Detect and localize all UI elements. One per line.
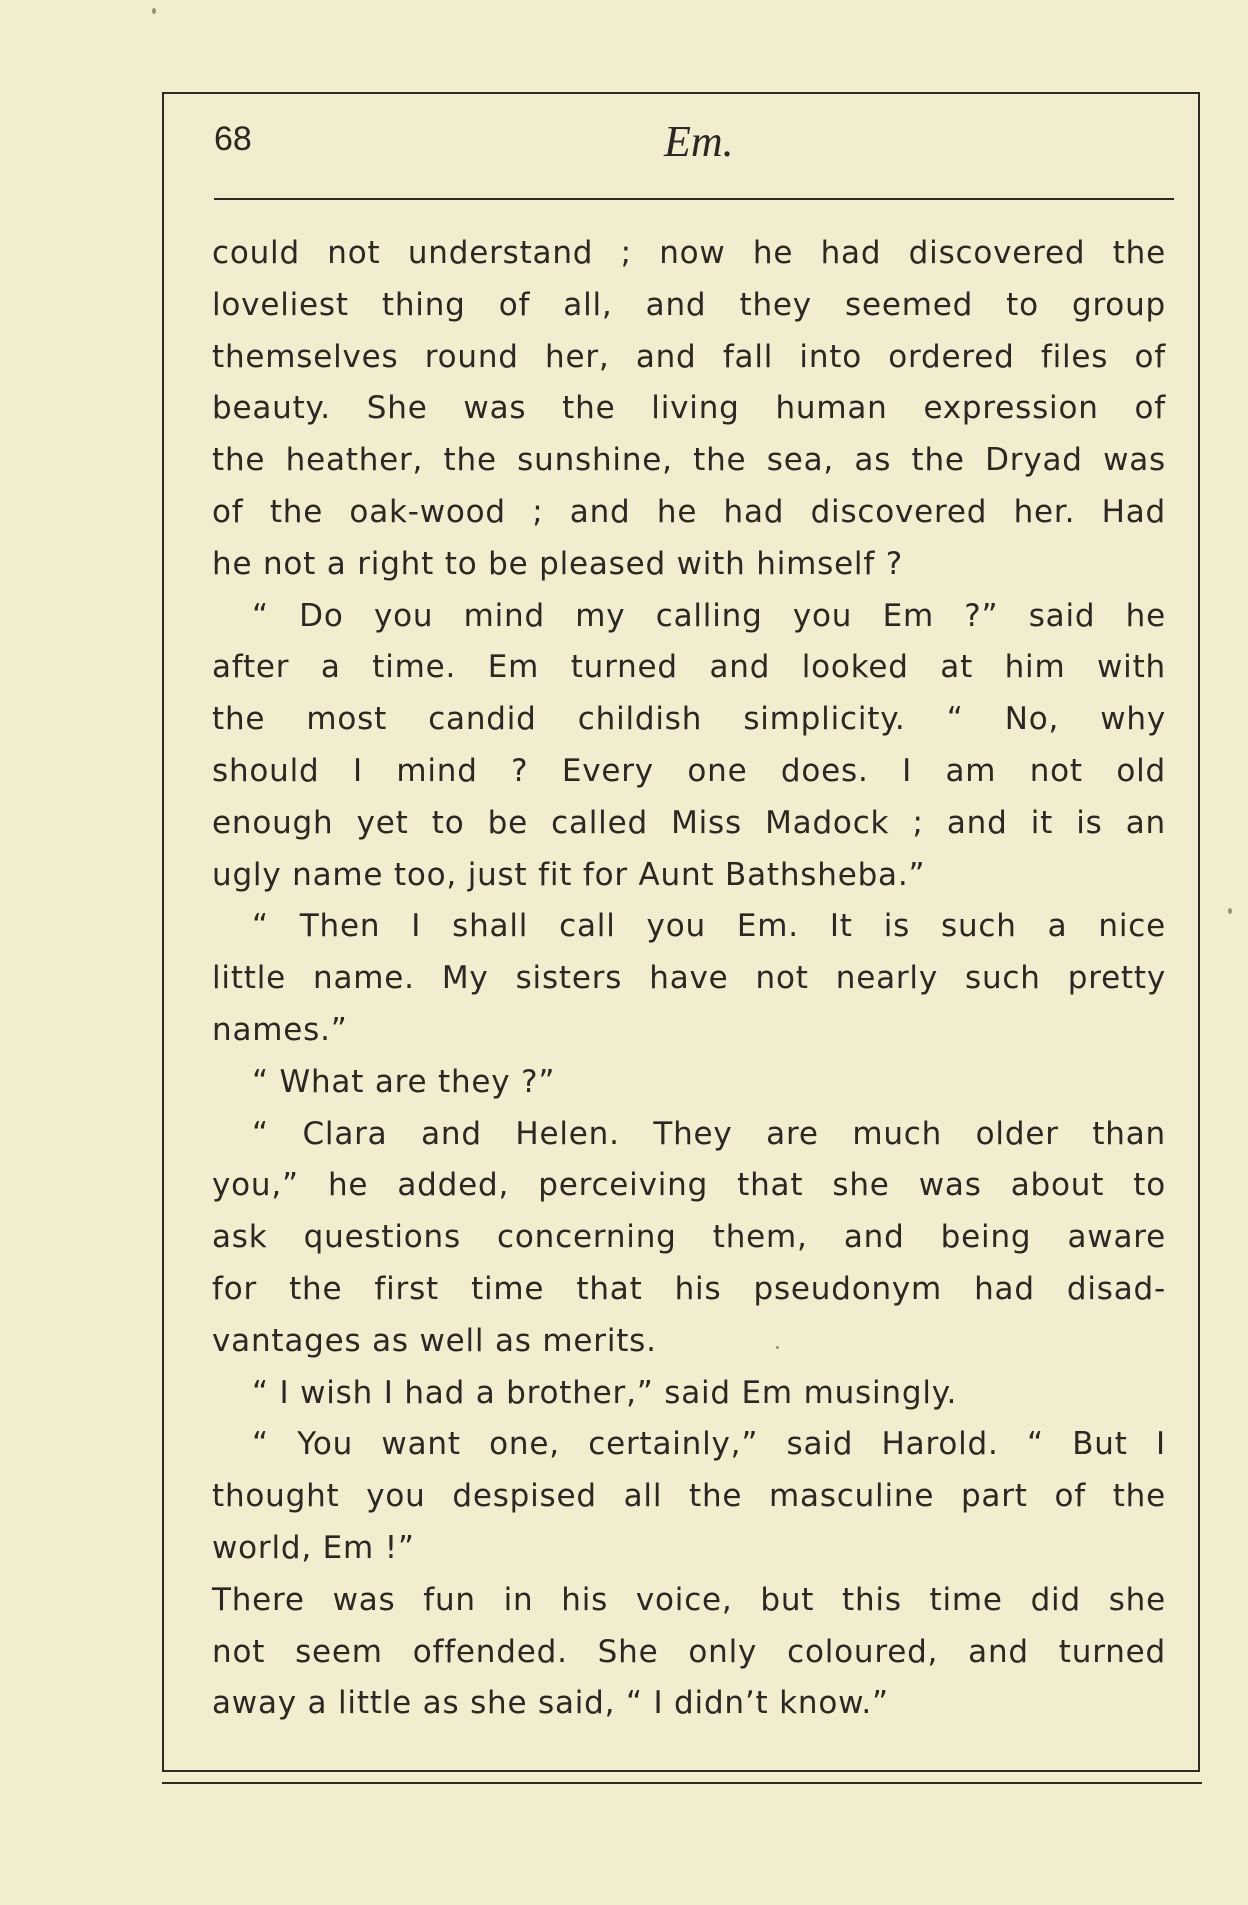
text-line: “ Then I shall call you Em. It is such a nice (252, 908, 1166, 945)
text-line: world, Em !” (212, 1529, 415, 1566)
text-line: little name. My sisters have not nearly such pretty (212, 960, 1166, 997)
paper-speck (1228, 908, 1232, 914)
paper-speck (152, 8, 156, 14)
text-line: could not understand ; now he had discovered the (212, 235, 1166, 271)
text-line: “ Do you mind my calling you Em ?” said he (252, 597, 1166, 634)
page-border (162, 92, 1200, 1772)
text-line: enough yet to be called Miss Madock ; and it is an (212, 804, 1166, 841)
text-line: of the oak-wood ; and he had discovered her. Had (212, 493, 1166, 530)
text-line: beauty. She was the living human expression of (212, 390, 1166, 427)
text-line: after a time. Em turned and looked at him with (212, 649, 1166, 686)
text-line: thought you despised all the masculine part of the (212, 1478, 1166, 1515)
text-line: vantages as well as merits. (212, 1322, 657, 1359)
bottom-double-rule (162, 1782, 1202, 1784)
text-line: you,” he added, perceiving that she was about to (212, 1167, 1166, 1204)
text-line: for the first time that his pseudonym had disad- (212, 1270, 1166, 1307)
text-line: “ Clara and Helen. They are much older than (252, 1115, 1166, 1152)
text-line: not seem offended. She only coloured, and turned (212, 1633, 1166, 1670)
text-line: he not a right to be pleased with himself ? (212, 545, 903, 582)
text-line: should I mind ? Every one does. I am not old (212, 752, 1166, 789)
running-title: Em. (664, 117, 734, 166)
text-line: away a little as she said, “ I didn’t know.” (212, 1685, 889, 1722)
text-line: There was fun in his voice, but this time did she (212, 1581, 1166, 1618)
running-head (214, 117, 1154, 180)
text-line: “ You want one, certainly,” said Harold. “ But I (252, 1426, 1166, 1463)
text-line: ugly name too, just fit for Aunt Bathsheba.” (212, 856, 926, 893)
text-line: names.” (212, 1011, 348, 1048)
header-rule (214, 198, 1174, 200)
page-number: 68 (214, 120, 252, 158)
body-text (212, 228, 1166, 1730)
text-line: themselves round her, and fall into ordered files of (212, 338, 1166, 375)
text-line: the most candid childish simplicity. “ No, why (212, 701, 1166, 738)
text-line: the heather, the sunshine, the sea, as the Dryad was (212, 442, 1166, 479)
text-line: “ What are they ?” (252, 1063, 556, 1100)
text-line: loveliest thing of all, and they seemed to group (212, 286, 1166, 323)
text-line: “ I wish I had a brother,” said Em musingly. (252, 1374, 958, 1411)
text-line: ask questions concerning them, and being aware (212, 1219, 1166, 1256)
